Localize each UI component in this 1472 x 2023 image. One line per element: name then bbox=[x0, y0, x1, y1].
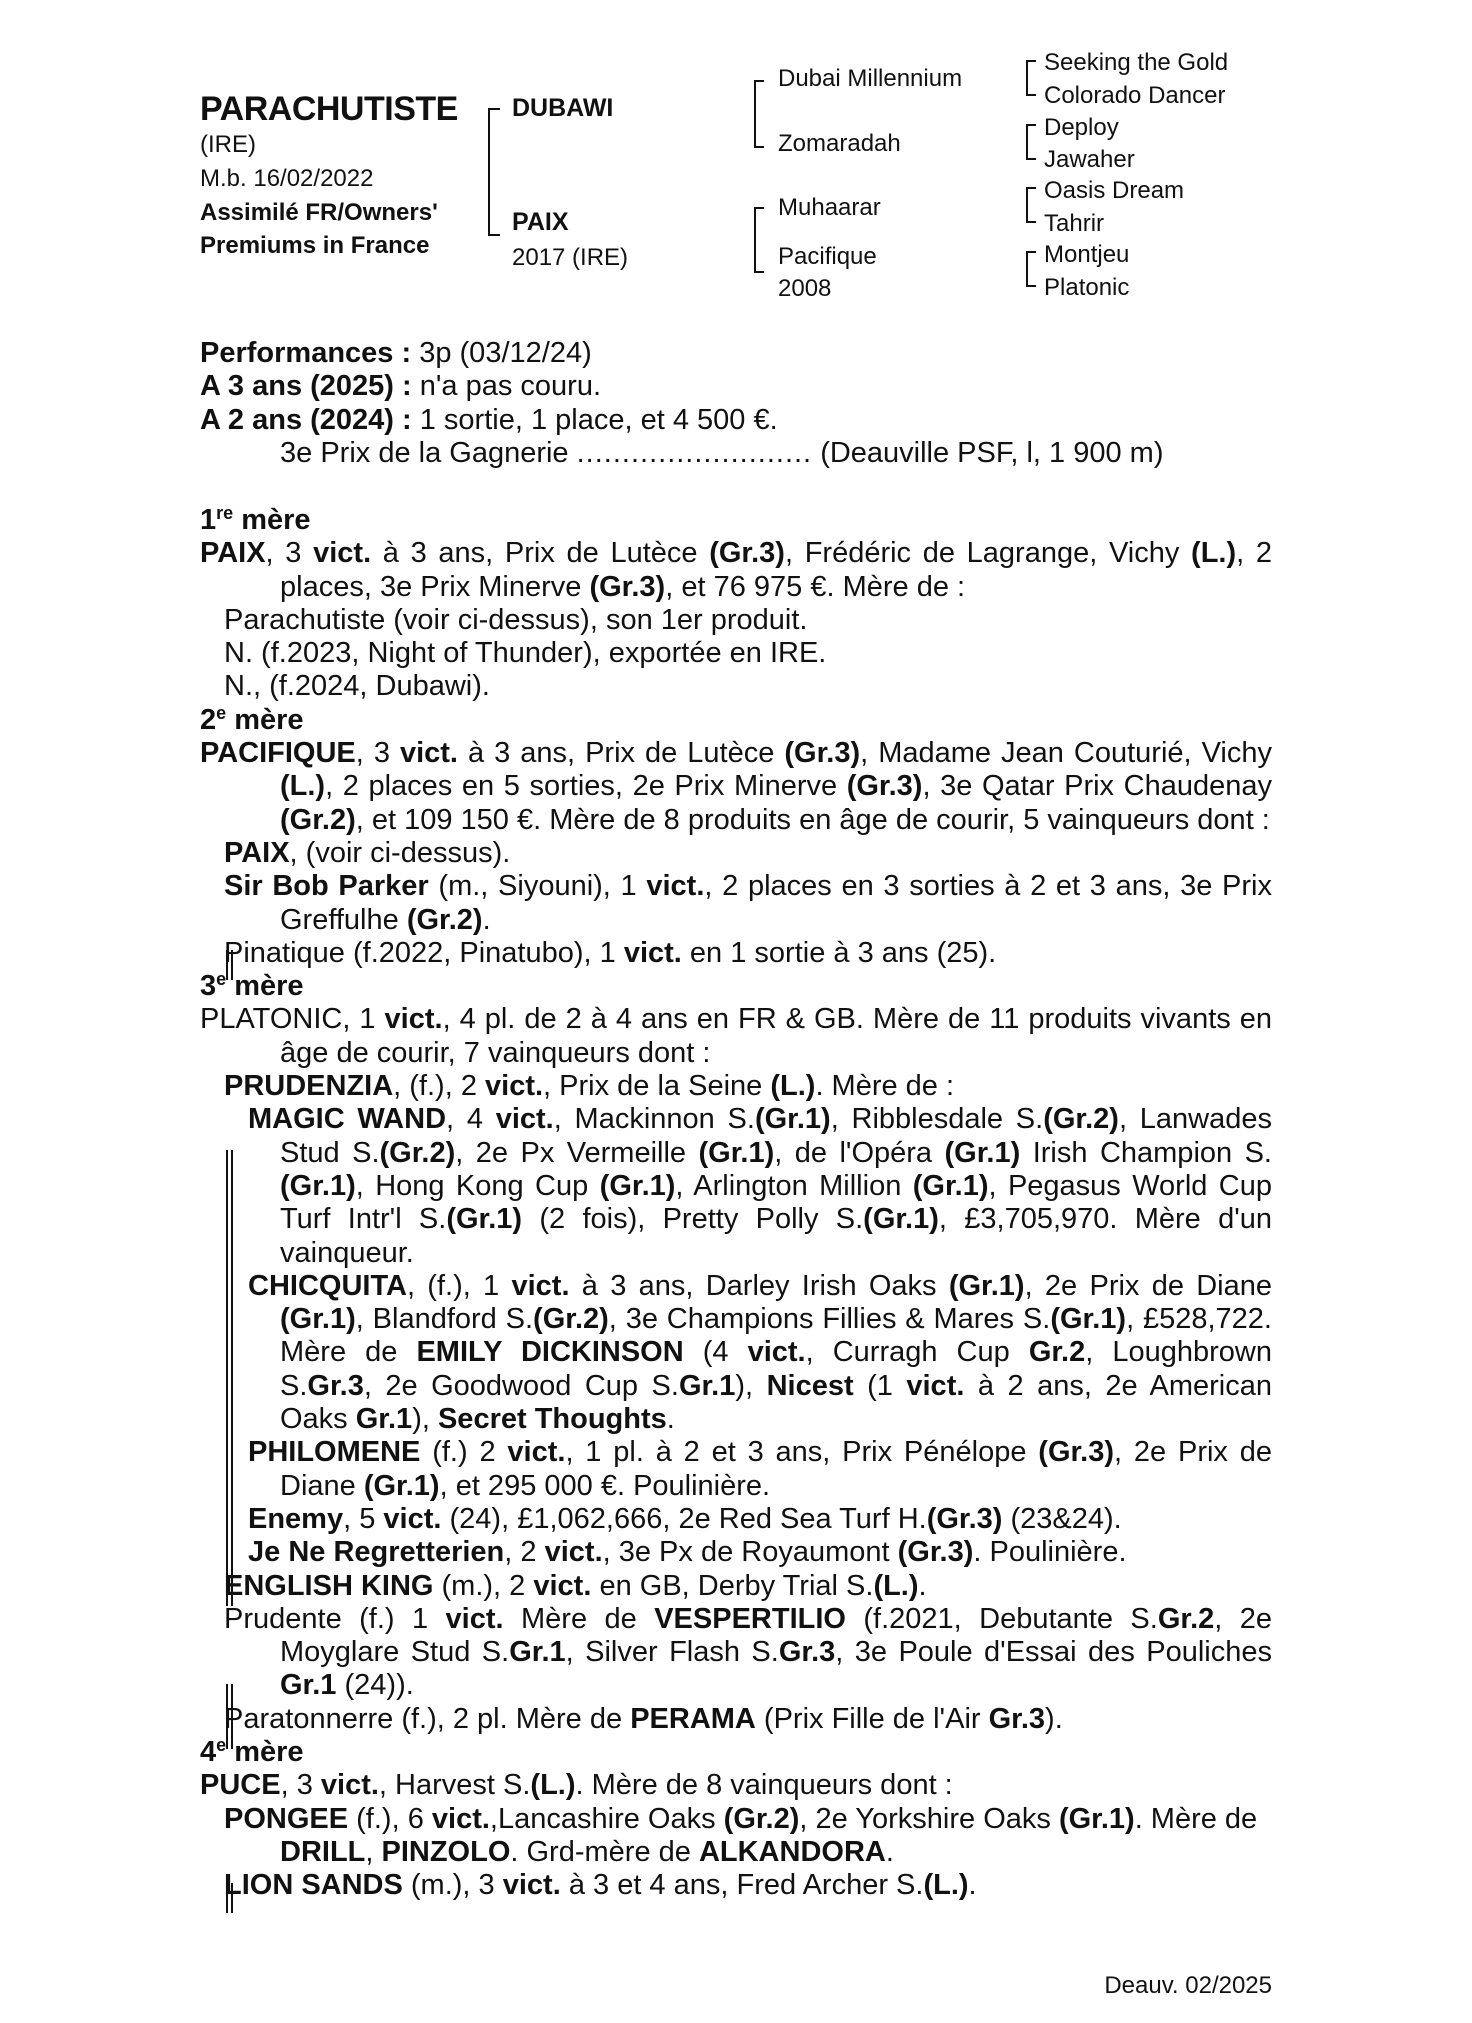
produce-english-king: ENGLISH KING (m.), 2 vict. en GB, Derby Trial S.(L.). bbox=[224, 1569, 927, 1602]
pedigree-sire-sire: Dubai Millennium bbox=[778, 65, 963, 92]
pedigree-bracket-main bbox=[488, 108, 500, 236]
pedigree-bracket-dd bbox=[1026, 251, 1036, 287]
race-name: 3e Prix de la Gagnerie bbox=[280, 436, 569, 469]
age3-line bbox=[200, 370, 1272, 403]
mere4-heading: 4e mère bbox=[200, 1734, 304, 1768]
page-footer: Deauv. 02/2025 bbox=[1104, 1972, 1272, 1999]
age2-value: 1 sortie, 1 place, et 4 500 €. bbox=[411, 403, 778, 436]
produce-chicquita: CHICQUITA, (f.), 1 vict. à 3 ans, Darley Irish Oaks (Gr.1), 2e Prix de Diane (Gr.1), Blandford S.(Gr.2), 3e Champions Fillies & Mares S.(Gr.1), £528,722. Mère de EMILY DICKINSON (4 vict., Curragh Cup Gr.2, Loughbrown S.Gr.3, 2e Goodwood Cup S.Gr.1), Nicest (1 vict. à 2 ans, 2e American Oaks Gr.1), Secret Thoughts. bbox=[248, 1269, 1273, 1436]
horse-name: PARACHUTISTE bbox=[200, 90, 458, 128]
pedigree-bracket-dam bbox=[754, 207, 764, 273]
age2-line bbox=[200, 404, 1272, 437]
pedigree-bracket-ds bbox=[1026, 187, 1036, 223]
race-info: (Deauville PSF, l, 1 900 m) bbox=[820, 436, 1164, 469]
pedigree-ggp-1: Seeking the Gold bbox=[1044, 49, 1229, 76]
pedigree-ggp-6: Tahrir bbox=[1044, 210, 1105, 237]
pedigree-sire: DUBAWI bbox=[512, 94, 614, 122]
pedigree-dam-year: 2017 (IRE) bbox=[512, 244, 629, 271]
pedigree-ggp-3: Deploy bbox=[1044, 114, 1119, 141]
mere3-heading: 3e mère bbox=[200, 969, 304, 1003]
pedigree-ggp-7: Montjeu bbox=[1044, 241, 1130, 268]
produce-je-ne-regretterien: Je Ne Regretterien, 2 vict., 3e Px de Royaumont (Gr.3). Poulinière. bbox=[248, 1536, 1127, 1569]
pedigree-dam-dam: Pacifique bbox=[778, 243, 877, 270]
pedigree-sire-dam: Zomaradah bbox=[778, 130, 901, 157]
produce-2024: N., (f.2024, Dubawi). bbox=[224, 670, 490, 703]
produce-lion-sands: LION SANDS (m.), 3 vict. à 3 et 4 ans, Fred Archer S.(L.). bbox=[224, 1869, 977, 1902]
produce-magic-wand: MAGIC WAND, 4 vict., Mackinnon S.(Gr.1), Ribblesdale S.(Gr.2), Lanwades Stud S.(Gr.2), 2e Px Vermeille (Gr.1), de l'Opéra (Gr.1) Irish Champion S.(Gr.1), Hong Kong Cup (Gr.1), Arlington Million (Gr.1), Pegasus World Cup Turf Intr'l S.(Gr.1) (2 fois), Pretty Polly S.(Gr.1), £3,705,970. Mère d'un vainqueur. bbox=[248, 1103, 1273, 1269]
mere2-entry: PACIFIQUE, 3 vict. à 3 ans, Prix de Lutèce (Gr.3), Madame Jean Couturié, Vichy (L.), 2 places en 5 sorties, 2e Prix Minerve (Gr.3), 3e Qatar Prix Chaudenay (Gr.2), et 109 150 €. Mère de 8 produits en âge de courir, 5 vainqueurs dont : bbox=[200, 737, 1272, 836]
mere1-heading: 1re mère bbox=[200, 503, 311, 536]
performances-line bbox=[200, 337, 1272, 370]
pedigree-ggp-4: Jawaher bbox=[1044, 146, 1135, 173]
produce-pongee: PONGEE (f.), 6 vict.,Lancashire Oaks (Gr.2), 2e Yorkshire Oaks (Gr.1). Mère de DRILL, PINZOLO. Grd-mère de ALKANDORA. bbox=[224, 1802, 1258, 1868]
produce-parachutiste: Parachutiste (voir ci-dessus), son 1er produit. bbox=[224, 603, 808, 636]
race-line bbox=[200, 437, 1272, 470]
assimile-line-1: Assimilé FR/Owners' bbox=[200, 199, 438, 226]
pedigree-dam-dam-year: 2008 bbox=[778, 275, 832, 302]
produce-prudente: Prudente (f.) 1 vict. Mère de VESPERTILIO (f.2021, Debutante S.Gr.2, 2e Moyglare Stud S.Gr.1, Silver Flash S.Gr.3, 3e Poule d'Essai des Pouliches Gr.1 (24)). bbox=[224, 1602, 1273, 1702]
pedigree-ggp-2: Colorado Dancer bbox=[1044, 82, 1226, 109]
mere3-entry: PLATONIC, 1 vict., 4 pl. de 2 à 4 ans en FR & GB. Mère de 11 produits vivants en âge de courir, 7 vainqueurs dont : bbox=[200, 1003, 1273, 1069]
mere2-heading: 2e mère bbox=[200, 702, 304, 736]
produce-sir-bob-parker: Sir Bob Parker (m., Siyouni), 1 vict., 2 places en 3 sorties à 2 et 3 ans, 3e Prix Greffulhe (Gr.2). bbox=[224, 870, 1272, 936]
performances-label: Performances : bbox=[200, 337, 412, 369]
pedigree-dam: PAIX bbox=[512, 208, 569, 236]
assimile-line-2: Premiums in France bbox=[200, 232, 430, 259]
age3-label: A 3 ans (2025) : bbox=[200, 370, 412, 403]
produce-pinatique: Pinatique (f.2022, Pinatubo), 1 vict. en 1 sortie à 3 ans (25). bbox=[224, 936, 997, 969]
produce-enemy: Enemy, 5 vict. (24), £1,062,666, 2e Red Sea Turf H.(Gr.3) (23&24). bbox=[248, 1502, 1122, 1535]
produce-philomene: PHILOMENE (f.) 2 vict., 1 pl. à 2 et 3 ans, Prix Pénélope (Gr.3), 2e Prix de Diane (Gr.1), et 295 000 €. Poulinière. bbox=[248, 1436, 1272, 1502]
pedigree-bracket-ss bbox=[1026, 60, 1036, 96]
mere1-entry: PAIX, 3 vict. à 3 ans, Prix de Lutèce (Gr.3), Frédéric de Lagrange, Vichy (L.), 2 places, 3e Prix Minerve (Gr.3), et 76 975 €. Mère de : bbox=[200, 537, 1272, 603]
performances-block bbox=[200, 337, 1272, 470]
horse-country: (IRE) bbox=[200, 131, 256, 158]
produce-paratonnerre: Paratonnerre (f.), 2 pl. Mère de PERAMA (Prix Fille de l'Air Gr.3). bbox=[224, 1702, 1063, 1735]
produce-prudenzia: PRUDENZIA, (f.), 2 vict., Prix de la Seine (L.). Mère de : bbox=[224, 1070, 955, 1103]
pedigree-bracket-sd bbox=[1026, 124, 1036, 160]
produce-paix: PAIX, (voir ci-dessus). bbox=[224, 836, 511, 869]
race-dots: .......................... bbox=[576, 436, 813, 469]
performances-value: 3p (03/12/24) bbox=[411, 337, 592, 369]
pedigree-ggp-5: Oasis Dream bbox=[1044, 177, 1185, 204]
family-block bbox=[200, 504, 1272, 1902]
produce-2023: N. (f.2023, Night of Thunder), exportée en IRE. bbox=[224, 637, 827, 670]
pedigree-dam-sire: Muhaarar bbox=[778, 194, 881, 221]
horse-sex-birth: M.b. 16/02/2022 bbox=[200, 165, 374, 192]
pedigree-ggp-8: Platonic bbox=[1044, 274, 1130, 301]
age2-label: A 2 ans (2024) : bbox=[200, 403, 412, 436]
mere4-entry: PUCE, 3 vict., Harvest S.(L.). Mère de 8 vainqueurs dont : bbox=[200, 1769, 953, 1802]
age3-value: n'a pas couru. bbox=[411, 370, 602, 403]
pedigree-bracket-sire bbox=[754, 80, 764, 148]
